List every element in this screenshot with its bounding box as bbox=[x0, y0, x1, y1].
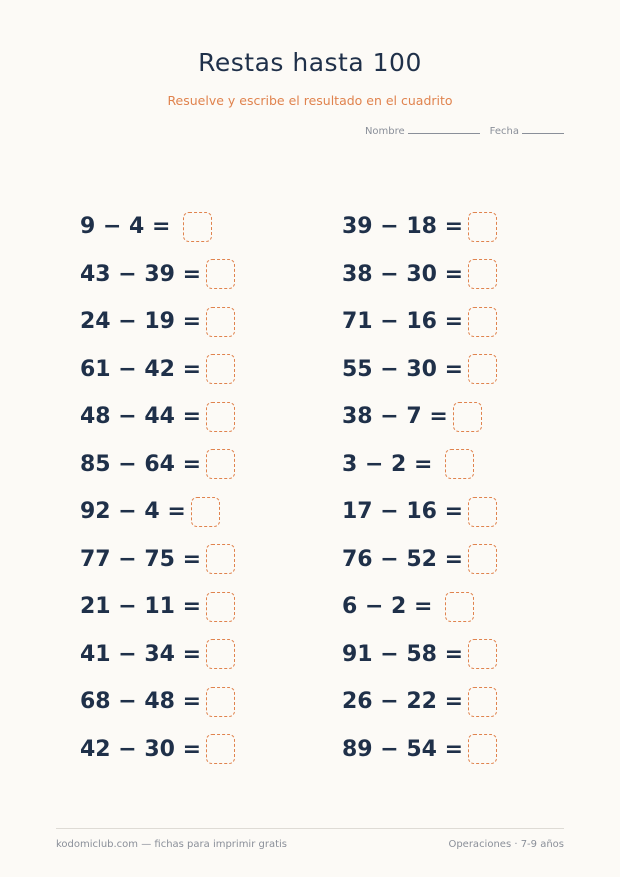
answer-box[interactable] bbox=[468, 544, 497, 574]
page-title: Restas hasta 100 bbox=[198, 48, 422, 77]
answer-box[interactable] bbox=[468, 307, 497, 337]
problem-text: 91 − 58 = bbox=[342, 641, 464, 667]
problem-text: 77 − 75 = bbox=[80, 546, 202, 572]
problem-text: 43 − 39 = bbox=[80, 261, 202, 287]
right-problem-column bbox=[342, 203, 497, 773]
student-info bbox=[365, 126, 564, 137]
name-line bbox=[408, 132, 480, 134]
problem-text: 92 − 4 = bbox=[80, 499, 186, 525]
problem-row bbox=[80, 631, 235, 679]
problem-row bbox=[80, 583, 235, 631]
problem-text: 9 − 4 = bbox=[80, 214, 179, 240]
problem-row bbox=[342, 488, 497, 536]
problem-text: 42 − 30 = bbox=[80, 736, 202, 762]
answer-box[interactable] bbox=[468, 734, 497, 764]
answer-box[interactable] bbox=[206, 307, 235, 337]
problem-text: 38 − 30 = bbox=[342, 261, 464, 287]
problem-row bbox=[342, 346, 497, 394]
answer-box[interactable] bbox=[445, 592, 474, 622]
date-label: Fecha bbox=[489, 126, 519, 137]
problem-row bbox=[80, 346, 235, 394]
problem-row bbox=[342, 583, 497, 631]
answer-box[interactable] bbox=[468, 639, 497, 669]
problem-text: 71 − 16 = bbox=[342, 309, 464, 335]
problem-text: 6 − 2 = bbox=[342, 594, 441, 620]
problem-text: 48 − 44 = bbox=[80, 404, 202, 430]
problem-text: 76 − 52 = bbox=[342, 546, 464, 572]
answer-box[interactable] bbox=[468, 212, 497, 242]
problem-row bbox=[80, 536, 235, 584]
answer-box[interactable] bbox=[206, 402, 235, 432]
problem-row bbox=[80, 251, 235, 299]
problem-row bbox=[80, 441, 235, 489]
problem-row bbox=[342, 536, 497, 584]
answer-box[interactable] bbox=[206, 639, 235, 669]
answer-box[interactable] bbox=[468, 259, 497, 289]
date-field[interactable] bbox=[490, 126, 564, 137]
answer-box[interactable] bbox=[206, 687, 235, 717]
problem-text: 68 − 48 = bbox=[80, 689, 202, 715]
answer-box[interactable] bbox=[206, 592, 235, 622]
problem-text: 21 − 11 = bbox=[80, 594, 202, 620]
problem-text: 24 − 19 = bbox=[80, 309, 202, 335]
problem-row bbox=[80, 203, 235, 251]
problem-row bbox=[80, 726, 235, 774]
problem-text: 61 − 42 = bbox=[80, 356, 202, 382]
problem-row bbox=[80, 678, 235, 726]
problem-text: 38 − 7 = bbox=[342, 404, 448, 430]
answer-box[interactable] bbox=[468, 687, 497, 717]
answer-box[interactable] bbox=[191, 497, 220, 527]
instructions-subtitle: Resuelve y escribe el resultado en el cuadrito bbox=[167, 93, 453, 108]
problem-row bbox=[342, 726, 497, 774]
answer-box[interactable] bbox=[206, 259, 235, 289]
problem-row bbox=[342, 298, 497, 346]
name-label: Nombre bbox=[364, 126, 405, 137]
answer-box[interactable] bbox=[206, 354, 235, 384]
problem-row bbox=[342, 393, 497, 441]
answer-box[interactable] bbox=[468, 497, 497, 527]
problem-row bbox=[80, 298, 235, 346]
problem-row bbox=[80, 393, 235, 441]
problem-row bbox=[342, 678, 497, 726]
answer-box[interactable] bbox=[445, 449, 474, 479]
problem-text: 39 − 18 = bbox=[342, 214, 464, 240]
problem-row bbox=[342, 251, 497, 299]
problem-row bbox=[342, 441, 497, 489]
problem-row bbox=[342, 631, 497, 679]
answer-box[interactable] bbox=[468, 354, 497, 384]
problem-text: 26 − 22 = bbox=[342, 689, 464, 715]
footer-category: Operaciones · 7-9 años bbox=[448, 839, 564, 850]
problem-text: 85 − 64 = bbox=[80, 451, 202, 477]
answer-box[interactable] bbox=[206, 449, 235, 479]
answer-box[interactable] bbox=[183, 212, 212, 242]
problem-text: 3 − 2 = bbox=[342, 451, 441, 477]
problem-row bbox=[342, 203, 497, 251]
left-problem-column bbox=[80, 203, 235, 773]
problem-text: 41 − 34 = bbox=[80, 641, 202, 667]
problem-text: 89 − 54 = bbox=[342, 736, 464, 762]
problem-row bbox=[80, 488, 235, 536]
answer-box[interactable] bbox=[453, 402, 482, 432]
footer-divider bbox=[56, 828, 564, 829]
answer-box[interactable] bbox=[206, 544, 235, 574]
name-field[interactable] bbox=[365, 126, 480, 137]
answer-box[interactable] bbox=[206, 734, 235, 764]
date-line bbox=[522, 132, 564, 134]
problem-text: 17 − 16 = bbox=[342, 499, 464, 525]
problem-text: 55 − 30 = bbox=[342, 356, 464, 382]
footer-site: kodomiclub.com — fichas para imprimir gratis bbox=[56, 839, 288, 850]
